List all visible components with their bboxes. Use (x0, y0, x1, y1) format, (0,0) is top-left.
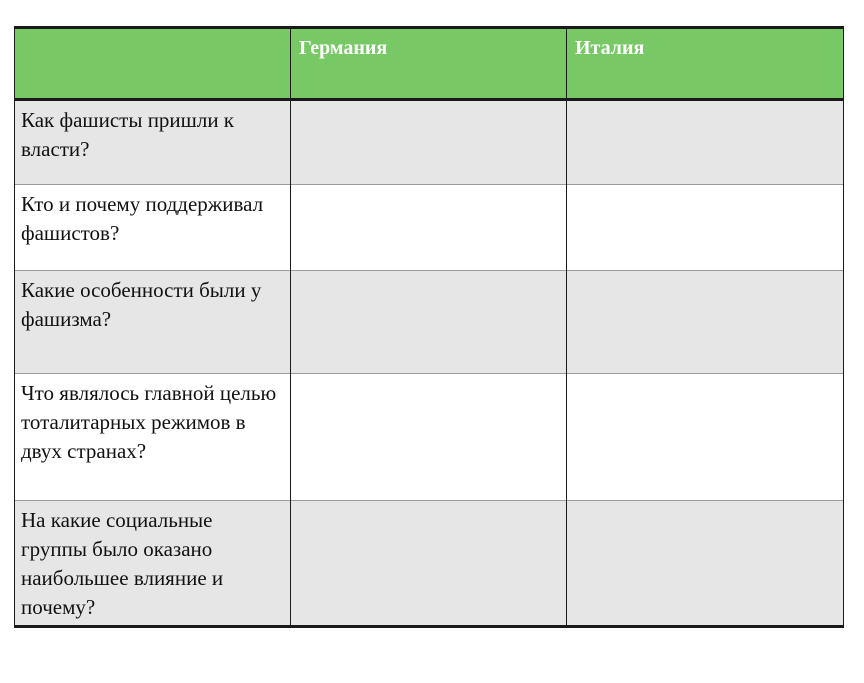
header-italy: Италия (567, 28, 844, 100)
italy-answer-cell[interactable] (567, 374, 844, 501)
table-row (15, 271, 844, 374)
italy-answer-cell[interactable] (567, 271, 844, 374)
question-cell: Как фашисты пришли к власти? (15, 100, 291, 185)
table-body (15, 100, 844, 627)
table-row (15, 185, 844, 271)
table-header (15, 28, 844, 100)
germany-answer-cell[interactable] (291, 185, 567, 271)
italy-answer-cell[interactable] (567, 100, 844, 185)
header-germany: Германия (291, 28, 567, 100)
question-cell: Какие особенности были у фашизма? (15, 271, 291, 374)
question-cell: На какие социальные группы было оказано наибольшее влияние и почему? (15, 501, 291, 627)
question-cell: Что являлось главной целью тоталитарных режимов в двух странах? (15, 374, 291, 501)
header-corner-cell (15, 28, 291, 100)
germany-answer-cell[interactable] (291, 271, 567, 374)
table-row (15, 501, 844, 627)
italy-answer-cell[interactable] (567, 185, 844, 271)
header-row (15, 28, 844, 100)
italy-answer-cell[interactable] (567, 501, 844, 627)
question-cell: Кто и почему поддерживал фашистов? (15, 185, 291, 271)
comparison-table (14, 26, 844, 628)
germany-answer-cell[interactable] (291, 374, 567, 501)
table-row (15, 100, 844, 185)
germany-answer-cell[interactable] (291, 100, 567, 185)
table-row (15, 374, 844, 501)
germany-answer-cell[interactable] (291, 501, 567, 627)
